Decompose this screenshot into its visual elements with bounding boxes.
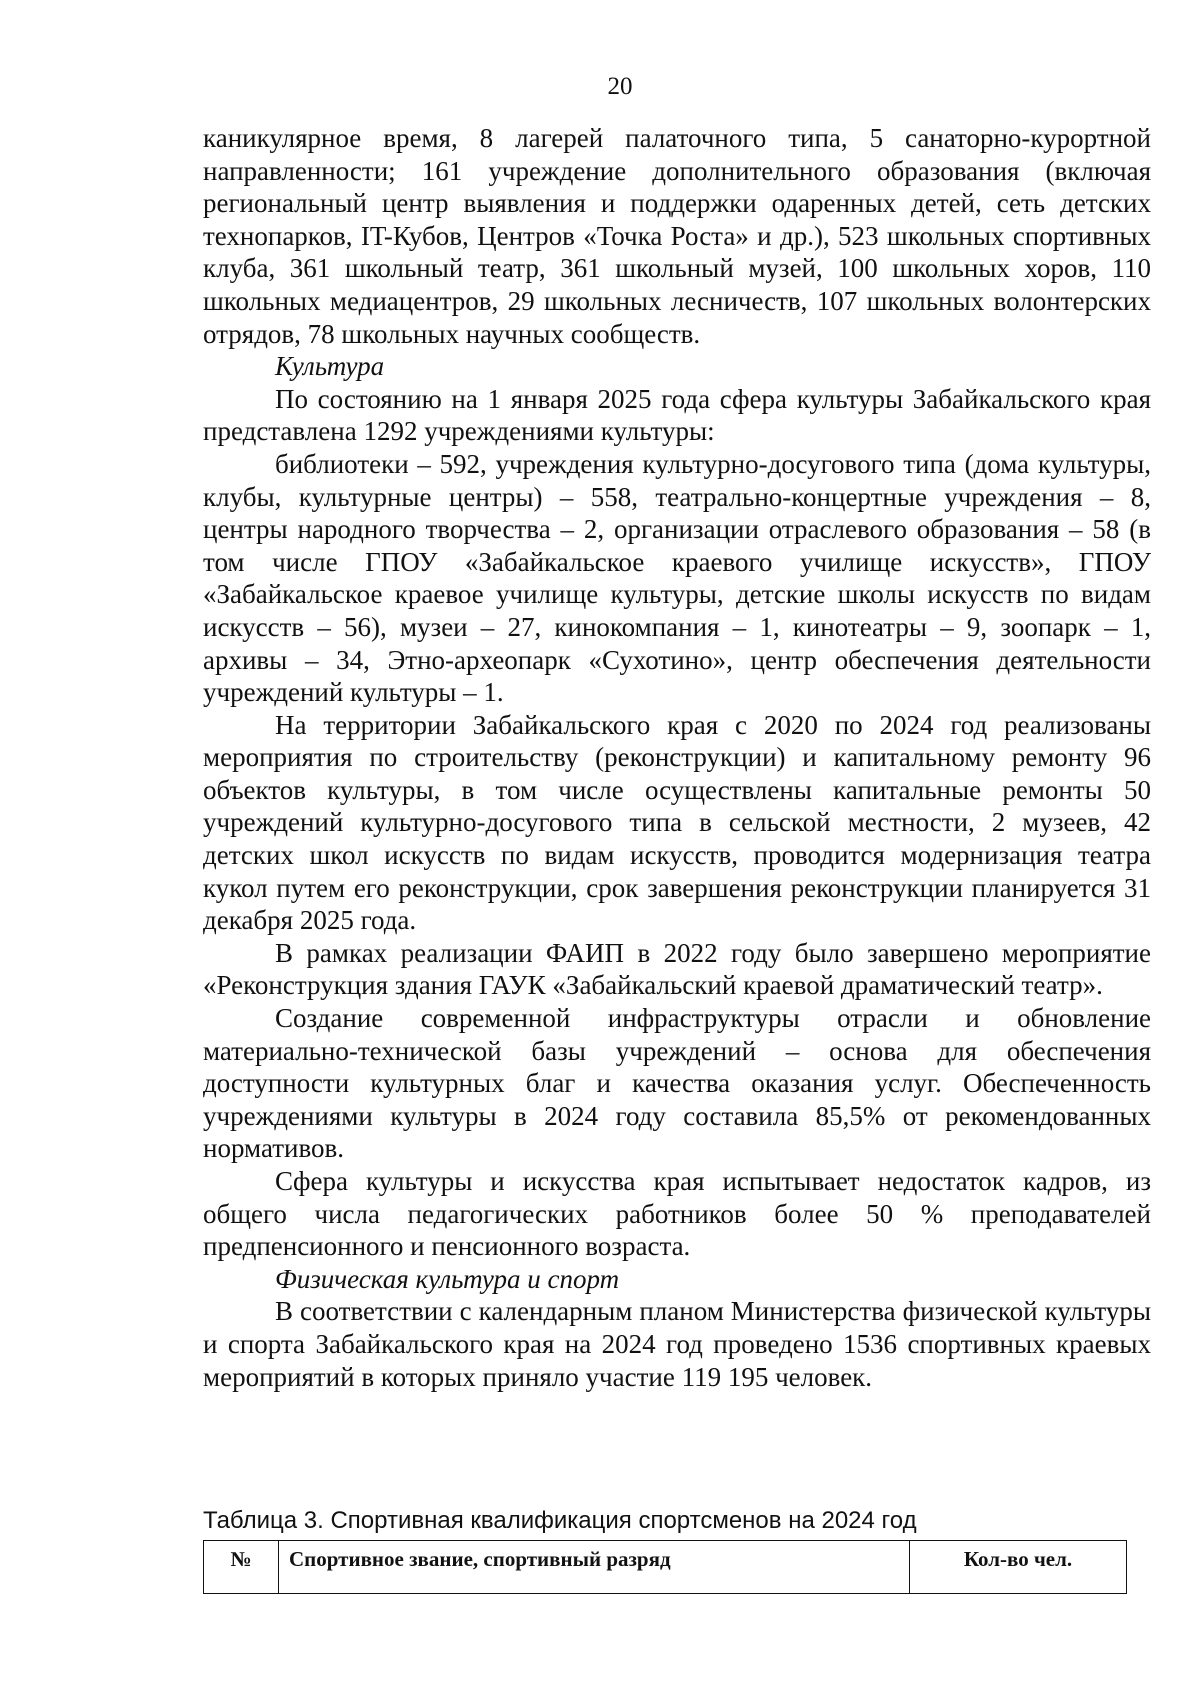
paragraph: В рамках реализации ФАИП в 2022 году было завершено мероприятие «Реконструкция здания ГАУК «Забайкальский краевой драматический театр». [203, 937, 1151, 1001]
paragraph: Создание современной инфраструктуры отрасли и обновление материально-технической базы учреждений – основа для обеспечения доступности культурных благ и качества оказания услуг. Обеспеченность учреждениями культуры в 2024 году составила 85,5% от рекомендованных нормативов. [203, 1003, 1151, 1164]
paragraph: В соответствии с календарным планом Министерства физической культуры и спорта Забайкальского края на 2024 год проведено 1536 спортивных краевых мероприятий в которых приняло участие 119 195 человек. [203, 1296, 1151, 1392]
column-header-number: № [204, 1541, 279, 1594]
paragraph: На территории Забайкальского края с 2020 по 2024 год реализованы мероприятия по строительству (реконструкции) и капитальному ремонту 96 объектов культуры, в том числе осуществлены капитальные ремонты 50 учреждений культурно-досугового типа в сельской местности, 2 музеев, 42 детских школ искусств по видам искусств, проводится модернизация театра кукол путем его реконструкции, срок завершения реконструкции планируется 31 декабря 2025 года. [203, 709, 1151, 936]
paragraph: По состоянию на 1 января 2025 года сфера культуры Забайкальского края представлена 1292 учреждениями культуры: [203, 383, 1151, 447]
page-number: 20 [607, 73, 633, 100]
paragraph: библиотеки – 592, учреждения культурно-досугового типа (дома культуры, клубы, культурные центры) – 558, театрально-концертные учреждения – 8, центры народного творчества – 2, организации отраслевого образования – 58 (в том числе ГПОУ «Забайкальское краевого училище искусств», ГПОУ «Забайкальское краевое училище культуры, детские школы искусств по видам искусств – 56), музеи – 27, кинокомпания – 1, кинотеатры – 9, зоопарк – 1, архивы – 34, Этно-археопарк «Сухотино», центр обеспечения деятельности учреждений культуры – 1. [203, 448, 1151, 708]
body-text [203, 122, 1151, 1393]
column-header-rank: Спортивное звание, спортивный разряд [279, 1541, 910, 1594]
column-header-count: Кол-во чел. [910, 1541, 1127, 1594]
paragraph: Сфера культуры и искусства края испытывает недостаток кадров, из общего числа педагогических работников более 50 % преподавателей предпенсионного и пенсионного возраста. [203, 1166, 1151, 1262]
table-header-row [204, 1541, 1127, 1594]
section-heading-culture: Культура [275, 351, 385, 382]
table-caption: Таблица 3. Спортивная квалификация спортсменов на 2024 год [203, 1507, 917, 1534]
sport-qualification-table [203, 1540, 1127, 1594]
paragraph-continuation: каникулярное время, 8 лагерей палаточного типа, 5 санаторно-курортной направленности; 161 учреждение дополнительного образования (включая региональный центр выявления и поддержки одаренных детей, сеть детских технопарков, IT-Кубов, Центров «Точка Роста» и др.), 523 школьных спортивных клуба, 361 школьный театр, 361 школьный музей, 100 школьных хоров, 110 школьных медиацентров, 29 школьных лесничеств, 107 школьных волонтерских отрядов, 78 школьных научных сообществ. [203, 123, 1151, 349]
section-heading-sport: Физическая культура и спорт [275, 1263, 620, 1294]
